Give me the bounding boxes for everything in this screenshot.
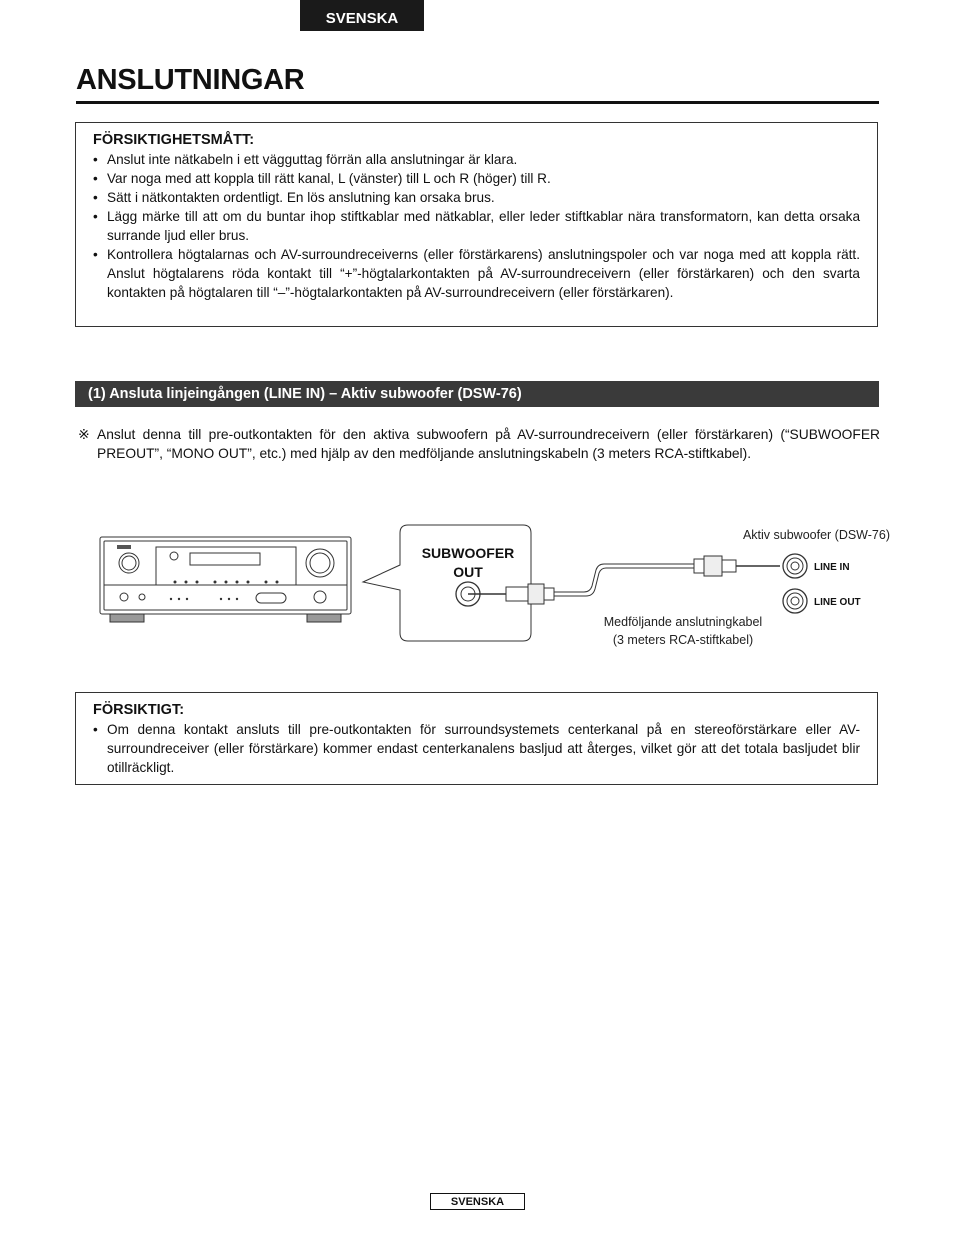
- callout-bubble: [363, 525, 531, 641]
- receiver-illustration: [100, 537, 351, 622]
- rca-plug-right: [694, 556, 780, 576]
- list-item: • Anslut inte nätkabeln i ett vägguttag förrän alla anslutningar är klara.: [93, 150, 860, 169]
- list-item: • Om denna kontakt ansluts till pre-outkontakten för surroundsystemets centerkanal på en stereoförstärkare eller AV-surroundreceiver (eller förstärkare) kommer endast centerkanalens basljud att återges, vilket gör att det totala basljudet blir otillräckligt.: [93, 720, 860, 777]
- list-item: • Sätt i nätkontakten ordentligt. En lös anslutning kan orsaka brus.: [93, 188, 860, 207]
- connection-diagram: [90, 510, 890, 665]
- callout-label-line1: SUBWOOFER: [421, 545, 515, 561]
- caution-list: [93, 720, 860, 777]
- note-text: Anslut denna till pre-outkontakten för den aktiva subwoofern på AV-surroundreceivern (eller förstärkaren) (“SUBWOOFER PREOUT”, “MONO OUT”, etc.) med hjälp av den medföljande anslutningskabeln (3 meters RCA-stiftkabel).: [97, 427, 880, 461]
- precautions-box: [75, 122, 878, 327]
- cable-label-line1: Medföljande anslutningkabel: [603, 615, 763, 629]
- callout-label-line2: OUT: [453, 564, 483, 580]
- language-tab: SVENSKA: [300, 0, 424, 31]
- list-item: • Kontrollera högtalarnas och AV-surroundreceiverns (eller förstärkarens) anslutningspoler och var noga med att koppla rätt. Anslut högtalarens röda kontakt till “+”-högtalarkontakten på AV-surroundreceivern (eller förstärkaren) och den svarta kontakten på högtalaren till “–”-högtalarkontakten på AV-surroundreceivern (eller förstärkaren).: [93, 245, 860, 302]
- note-mark: ※: [78, 427, 90, 442]
- list-item: • Var noga med att koppla till rätt kanal, L (vänster) till L och R (höger) till R.: [93, 169, 860, 188]
- caution-box: [75, 692, 878, 785]
- section-header: (1) Ansluta linjeingången (LINE IN) – Aktiv subwoofer (DSW-76): [75, 381, 879, 407]
- line-out-label: LINE OUT: [814, 597, 861, 608]
- subwoofer-label: Aktiv subwoofer (DSW-76): [742, 528, 890, 542]
- note: [78, 425, 880, 463]
- page-title: ANSLUTNINGAR: [76, 64, 305, 96]
- footer-language-tab: SVENSKA: [430, 1193, 525, 1210]
- subwoofer-jacks: [783, 554, 807, 613]
- list-item: • Lägg märke till att om du buntar ihop stiftkablar med nätkablar, eller leder stiftkablar nära transformatorn, kan detta orsaka surrande ljud eller brus.: [93, 207, 860, 245]
- cable-label-line2: (3 meters RCA-stiftkabel): [612, 633, 754, 647]
- precautions-list: [93, 150, 860, 302]
- title-divider: [76, 101, 879, 104]
- precautions-heading: FÖRSIKTIGHETSMÅTT:: [93, 132, 255, 148]
- caution-heading: FÖRSIKTIGT:: [93, 702, 185, 718]
- line-in-label: LINE IN: [814, 562, 850, 573]
